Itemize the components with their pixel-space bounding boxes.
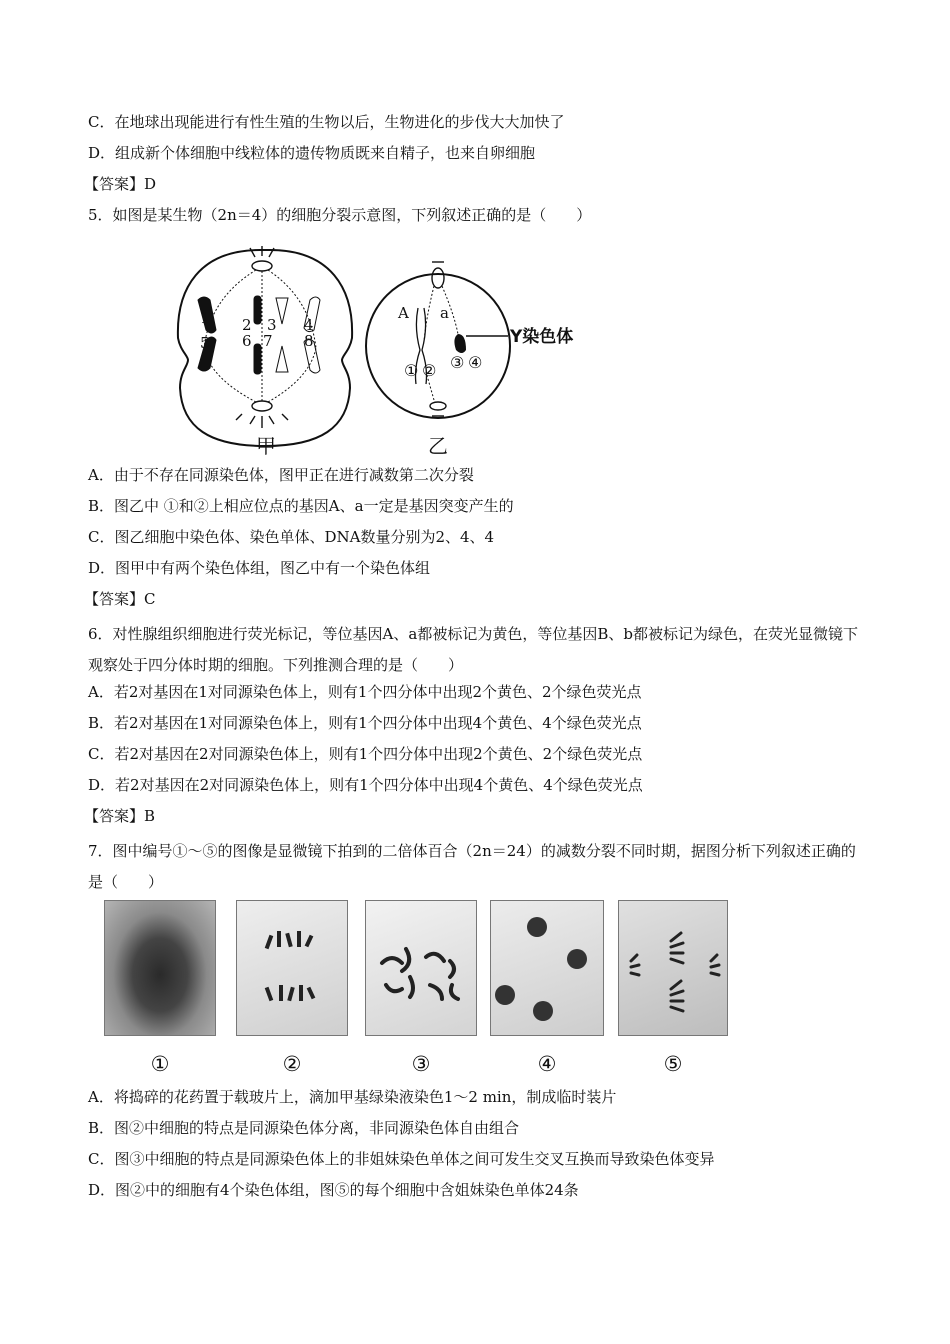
q6-option-b: B．若2对基因在1对同源染色体上，则有1个四分体中出现4个黄色、4个绿色荧光点 xyxy=(88,714,642,732)
yi-gene-A: A xyxy=(398,304,409,322)
yi-y-chromosome-label: Y染色体 xyxy=(510,327,574,347)
jia-num-8: 8 xyxy=(304,332,314,350)
micrograph-label-4: ④ xyxy=(537,1052,557,1076)
jia-chromosomes xyxy=(198,296,320,374)
q4-option-c: C．在地球出现能进行有性生殖的生物以后，生物进化的步伐大大加快了 xyxy=(88,113,565,131)
jia-top-centriole xyxy=(252,261,272,271)
q5-option-a: A．由于不存在同源染色体，图甲正在进行减数第二次分裂 xyxy=(88,466,474,484)
q6-answer: 【答案】B xyxy=(84,807,156,825)
jia-num-4: 4 xyxy=(304,316,314,334)
q5-option-d: D．图甲中有两个染色体组，图乙中有一个染色体组 xyxy=(88,559,431,577)
jia-bottom-centriole xyxy=(252,401,272,411)
jia-num-5: 5 xyxy=(200,334,210,352)
q6-option-a: A．若2对基因在1对同源染色体上，则有1个四分体中出现2个黄色、2个绿色荧光点 xyxy=(88,683,642,701)
yi-y-chromosome xyxy=(454,334,466,353)
jia-num-1: 1 xyxy=(200,309,210,327)
micrograph-2 xyxy=(236,900,348,1036)
jia-num-3: 3 xyxy=(267,316,277,334)
q6-option-d: D．若2对基因在2对同源染色体上，则有1个四分体中出现4个黄色、4个绿色荧光点 xyxy=(88,776,643,794)
yi-bottom-centriole xyxy=(430,402,446,410)
q7-option-d: D．图②中的细胞有4个染色体组，图⑤的每个细胞中含姐妹染色单体24条 xyxy=(88,1181,579,1199)
yi-gene-a: a xyxy=(440,304,449,322)
micrograph-label-2: ② xyxy=(282,1052,302,1076)
micrograph-label-1: ① xyxy=(150,1052,170,1076)
micrograph-5 xyxy=(618,900,728,1036)
figure-yi-label: 乙 xyxy=(428,434,448,458)
figure-jia-label: 甲 xyxy=(256,434,276,458)
q6-option-c: C．若2对基因在2对同源染色体上，则有1个四分体中出现2个黄色、2个绿色荧光点 xyxy=(88,745,643,763)
yi-circle-4: ④ xyxy=(468,353,483,372)
q7-option-b: B．图②中细胞的特点是同源染色体分离，非同源染色体自由组合 xyxy=(88,1119,520,1137)
jia-num-2: 2 xyxy=(242,316,252,334)
q5-option-b: B．图乙中 ①和②上相应位点的基因A、a一定是基因突变产生的 xyxy=(88,497,514,515)
q5-answer: 【答案】C xyxy=(84,590,156,608)
q5-option-c: C．图乙细胞中染色体、染色单体、DNA数量分别为2、4、4 xyxy=(88,528,495,546)
yi-circle-1: ① xyxy=(404,361,419,380)
yi-circle-2: ② xyxy=(422,361,437,380)
cell-division-figure xyxy=(170,238,630,460)
q7-option-a: A．将捣碎的花药置于载玻片上，滴加甲基绿染液染色1～2 min，制成临时装片 xyxy=(88,1088,617,1106)
q6-stem: 6．对性腺组织细胞进行荧光标记，等位基因A、a都被标记为黄色，等位基因B、b都被标记为绿色，在荧光显微镜下观察处于四分体时期的细胞。下列推测合理的是（ ） xyxy=(88,625,858,674)
q7-stem: 7．图中编号①～⑤的图像是显微镜下拍到的二倍体百合（2n＝24）的减数分裂不同时期，据图分析下列叙述正确的是（ ） xyxy=(88,842,856,891)
q4-option-d: D．组成新个体细胞中线粒体的遗传物质既来自精子，也来自卵细胞 xyxy=(88,144,536,162)
cell-yi-membrane xyxy=(366,274,510,418)
yi-circle-3: ③ xyxy=(450,353,465,372)
micrograph-label-5: ⑤ xyxy=(663,1052,683,1076)
jia-num-7: 7 xyxy=(263,332,273,350)
yi-top-centriole xyxy=(432,268,444,288)
micrograph-1 xyxy=(104,900,216,1036)
q5-stem: 5．如图是某生物（2n＝4）的细胞分裂示意图，下列叙述正确的是（ ） xyxy=(88,206,592,224)
q4-answer: 【答案】D xyxy=(84,175,157,193)
q7-option-c: C．图③中细胞的特点是同源染色体上的非姐妹染色单体之间可发生交叉互换而导致染色体变异 xyxy=(88,1150,715,1168)
micrograph-label-3: ③ xyxy=(411,1052,431,1076)
micrograph-4 xyxy=(490,900,604,1036)
jia-num-6: 6 xyxy=(242,332,252,350)
micrograph-3 xyxy=(365,900,477,1036)
